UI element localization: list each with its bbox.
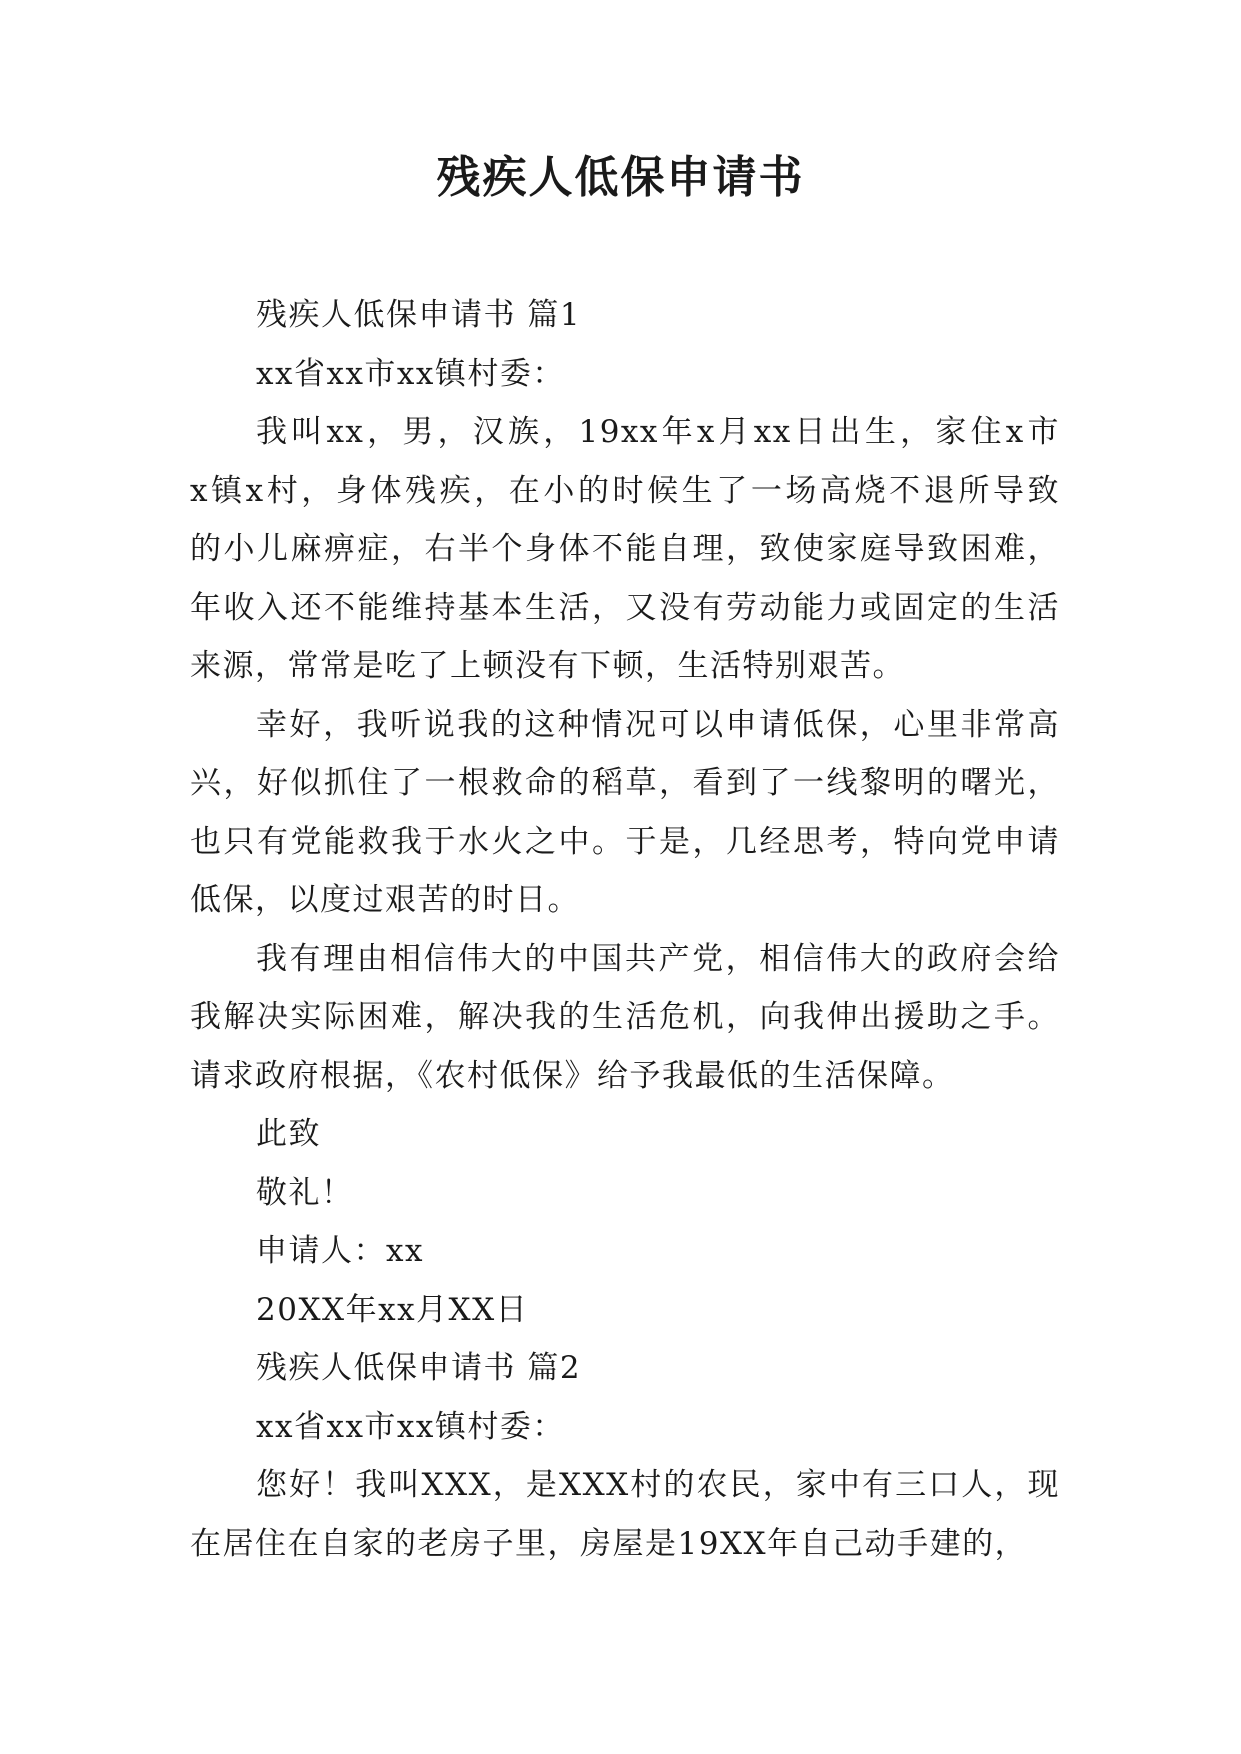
- paragraph-line: 年收入还不能维持基本生活，又没有劳动能力或固定的生活: [190, 589, 1060, 626]
- paragraph-line: 我有理由相信伟大的中国共产党，相信伟大的政府会给: [256, 940, 1060, 977]
- paragraph-line: 您好！我叫XXX，是XXX村的农民，家中有三口人，现: [256, 1467, 1060, 1503]
- document-body: [190, 286, 1060, 1573]
- paragraph-line: 幸好，我听说我的这种情况可以申请低保，心里非常高: [256, 706, 1060, 743]
- paragraph-line: 我叫xx，男，汉族，19xx年x月xx日出生，家住x市: [256, 414, 1060, 450]
- document-title: 残疾人低保申请书: [436, 152, 805, 203]
- applicant-line: 申请人：xx: [256, 1233, 424, 1269]
- section-heading-2: 残疾人低保申请书 篇2: [256, 1350, 582, 1386]
- closing-line: 此致: [256, 1116, 321, 1152]
- paragraph-line: 来源，常常是吃了上顿没有下顿，生活特别艰苦。: [190, 648, 905, 684]
- paragraph-line: 也只有党能救我于水火之中。于是，几经思考，特向党申请: [190, 823, 1060, 860]
- paragraph-line: 的小儿麻痹症，右半个身体不能自理，致使家庭导致困难，: [190, 531, 1060, 567]
- paragraph-line: 在居住在自家的老房子里，房屋是19XX年自己动手建的，: [190, 1525, 1028, 1562]
- addressee-line: xx省xx市xx镇村委：: [256, 1408, 565, 1445]
- date-line: 20XX年xx月XX日: [256, 1291, 529, 1328]
- paragraph-line: 请求政府根据，《农村低保》给予我最低的生活保障。: [190, 1057, 955, 1094]
- paragraph-line: 我解决实际困难，解决我的生活危机，向我伸出援助之手。: [190, 999, 1060, 1035]
- section-heading-1: 残疾人低保申请书 篇1: [256, 297, 582, 333]
- paragraph-line: x镇x村，身体残疾，在小的时候生了一场高烧不退所导致: [190, 472, 1060, 509]
- paragraph-line: 低保，以度过艰苦的时日。: [190, 882, 580, 918]
- addressee-line: xx省xx市xx镇村委：: [256, 355, 565, 392]
- salutation-line: 敬礼！: [256, 1174, 354, 1211]
- paragraph-line: 兴，好似抓住了一根救命的稻草，看到了一线黎明的曙光，: [190, 765, 1060, 801]
